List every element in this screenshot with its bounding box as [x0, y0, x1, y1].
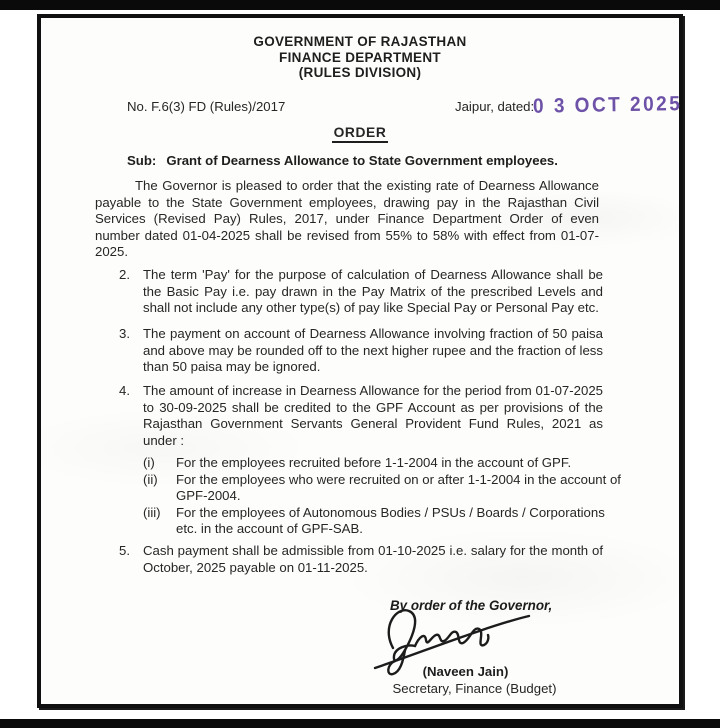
closing-phrase: By order of the Governor, [390, 598, 553, 613]
date-stamp: 0 3 OCT 2025 [532, 92, 683, 119]
paragraph-4-number: 4. [119, 383, 130, 398]
paragraph-3-number: 3. [119, 326, 130, 341]
paragraph-5-text: Cash payment shall be admissible from 01-10-2025 i.e. salary for the month of October, 2025 payable on 01-11-2025. [143, 543, 603, 575]
paragraph-2-number: 2. [119, 267, 130, 282]
letterhead [41, 34, 679, 81]
sub-item-iii-marker: (iii) [143, 505, 161, 520]
sub-item-iii-text: For the employees of Autonomous Bodies / PSUs / Boards / Corporations etc. in the account of GPF-SAB. [176, 505, 605, 537]
paragraph-2 [119, 267, 603, 317]
sub-item-ii-marker: (ii) [143, 472, 158, 487]
paragraph-3 [119, 326, 603, 376]
subject-label: Sub: [127, 153, 157, 168]
subject-line [127, 153, 637, 168]
paragraph-4-text: The amount of increase in Dearness Allowance for the period from 01-07-2025 to 30-09-2025 shall be credited to the GPF Account as per provisions of the Rajasthan Government Servants General Provident Fund Rules, 2021 as under : [143, 383, 603, 448]
paragraph-2-text: The term 'Pay' for the purpose of calculation of Dearness Allowance shall be the Basic Pay i.e. pay drawn in the Pay Matrix of the prescribed Levels and shall not include any other type(s) of pay like Special Pay or Personal Pay etc. [143, 267, 603, 316]
paragraph-4 [119, 383, 603, 449]
document-page [37, 14, 683, 708]
letterhead-division: (RULES DIVISION) [298, 65, 422, 80]
paragraph-5 [119, 543, 603, 576]
sub-item-ii-text: For the employees who were recruited on or after 1-1-2004 in the account of GPF-2004. [176, 472, 621, 504]
scan-edge-bottom [0, 719, 720, 728]
reference-number: No. F.6(3) FD (Rules)/2017 [127, 99, 286, 114]
paragraph-5-number: 5. [119, 543, 130, 558]
scan-edge-top [0, 0, 720, 10]
signatory-title: Secretary, Finance (Budget) [392, 681, 557, 696]
document-content [41, 18, 683, 704]
sub-item-i-text: For the employees recruited before 1-1-2004 in the account of GPF. [176, 455, 572, 470]
paragraph-3-text: The payment on account of Dearness Allowance involving fraction of 50 paisa and above may be rounded off to the next higher rupee and the fraction of less than 50 paisa may be ignored. [143, 326, 603, 375]
place-date-label: Jaipur, dated: [455, 99, 535, 114]
paragraph-1: The Governor is pleased to order that the existing rate of Dearness Allowance payable to the State Government employees, drawing pay in the Rajasthan Civil Services (Revised Pay) Rules, 2017, under Finance Department Order of even number dated 01-04-2025 shall be revised from 55% to 58% with effect from 01-07-2025. [95, 178, 599, 260]
sub-item-i-marker: (i) [143, 455, 155, 470]
letterhead-government: GOVERNMENT OF RAJASTHAN [253, 34, 467, 49]
signatory-name: (Naveen Jain) [422, 664, 509, 679]
subject-text: Grant of Dearness Allowance to State Government employees. [166, 153, 558, 168]
sub-item-iii [143, 505, 628, 538]
sub-item-ii [143, 472, 628, 505]
letterhead-department: FINANCE DEPARTMENT [279, 49, 441, 65]
sub-item-i [143, 455, 628, 471]
order-heading: ORDER [41, 125, 679, 140]
